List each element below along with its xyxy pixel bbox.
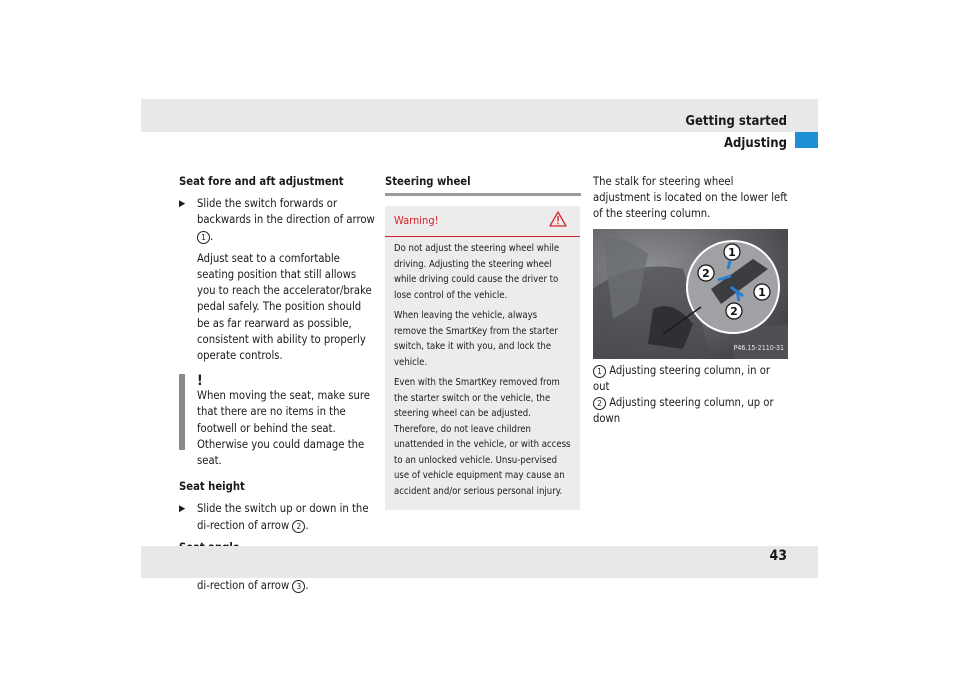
steering-stalk-illustration [593,229,788,359]
warning-title: Warning! [394,214,439,228]
callout-label: 1 [758,285,766,299]
warning-paragraph: When leaving the vehicle, always remove the SmartKey from the starter switch, take it with you, and lock the vehicle. [394,310,558,368]
callout-label: 1 [728,245,736,259]
column-steering-wheel [385,174,581,510]
callout-label: 2 [702,266,710,280]
header-subsection-title: Adjusting [723,136,787,151]
seat-height-text: Slide the switch up or down in the di-rection of arrow [197,502,369,532]
notice-bar [179,374,185,450]
image-captions [593,363,789,428]
column-steering-stalk [593,174,789,427]
caption-item [593,395,789,427]
warning-header [385,206,580,236]
caption-text: Adjusting steering column, up or down [593,396,774,426]
steering-column-photo [593,229,788,359]
seat-height-instruction: ▶ Slide the switch up or down in the di-rection of arrow 2 . [179,502,369,532]
fore-aft-text: Slide the switch forwards or backwards in the direction of arrow [197,197,375,227]
warning-triangle-icon [549,211,567,227]
warning-paragraph: Do not adjust the steering wheel while driving. Adjusting the steering wheel while driving could cause the driver to lose control of the vehicle. [394,243,560,301]
caption-number-badge: 2 [593,397,606,410]
image-code: P46.15-2110-31 [733,344,784,353]
warning-box [385,206,580,510]
arrow-number-badge: 2 [292,520,305,533]
seat-angle-instruction: di-rection of arrow 3 . [179,562,375,594]
caption-text: Adjusting steering column, in or out [593,363,770,393]
caption-item [593,363,789,395]
seat-height-heading: Seat height [179,480,245,494]
notice-box [179,374,375,469]
notice-text: When moving the seat, make sure that there are no items in the footwell or behind the seat. Otherwise you could damage the seat. [197,389,370,468]
caption-number-badge: 1 [593,365,606,378]
heading-rule [385,193,581,196]
warning-paragraph: Even with the SmartKey removed from the starter switch or the vehicle, the steering wheel can be adjusted. Therefore, do not leave children unattended in the vehicle, or with access to an unlocked vehicle. Unsu-pervised use of vehicle equipment may cause an accident and/or serious personal injury. [394,377,571,497]
column-seat-adjustment [179,174,375,594]
stalk-intro: The stalk for steering wheel adjustment is located on the lower left of the steering column. [593,175,788,221]
fore-aft-paragraph: Adjust seat to a comfortable seating position that still allows you to reach the accelerator/brake pedal safely. The position should be as far rearward as possible, consistent with ability to properly operate controls. [197,251,372,363]
bullet-arrow-icon: ▶ [179,504,186,515]
bullet-arrow-icon: ▶ [179,199,186,210]
footer-band [141,546,818,578]
seat-fore-aft-heading: Seat fore and aft adjustment [179,175,344,188]
accent-square [795,132,818,148]
arrow-number-badge: 1 [197,231,210,244]
header-section-title: Getting started [685,114,787,129]
steering-wheel-heading: Steering wheel [385,175,471,188]
warning-body [385,237,580,510]
page-number: 43 [769,548,787,564]
callout-label: 2 [730,304,738,318]
exclamation-icon: ! [197,373,203,390]
fore-aft-instruction: ▶ Slide the switch forwards or backwards in the direction of arrow 1 . [179,197,375,243]
arrow-number-badge: 3 [292,580,305,593]
seat-angle-text: di-rection of arrow [197,579,290,593]
